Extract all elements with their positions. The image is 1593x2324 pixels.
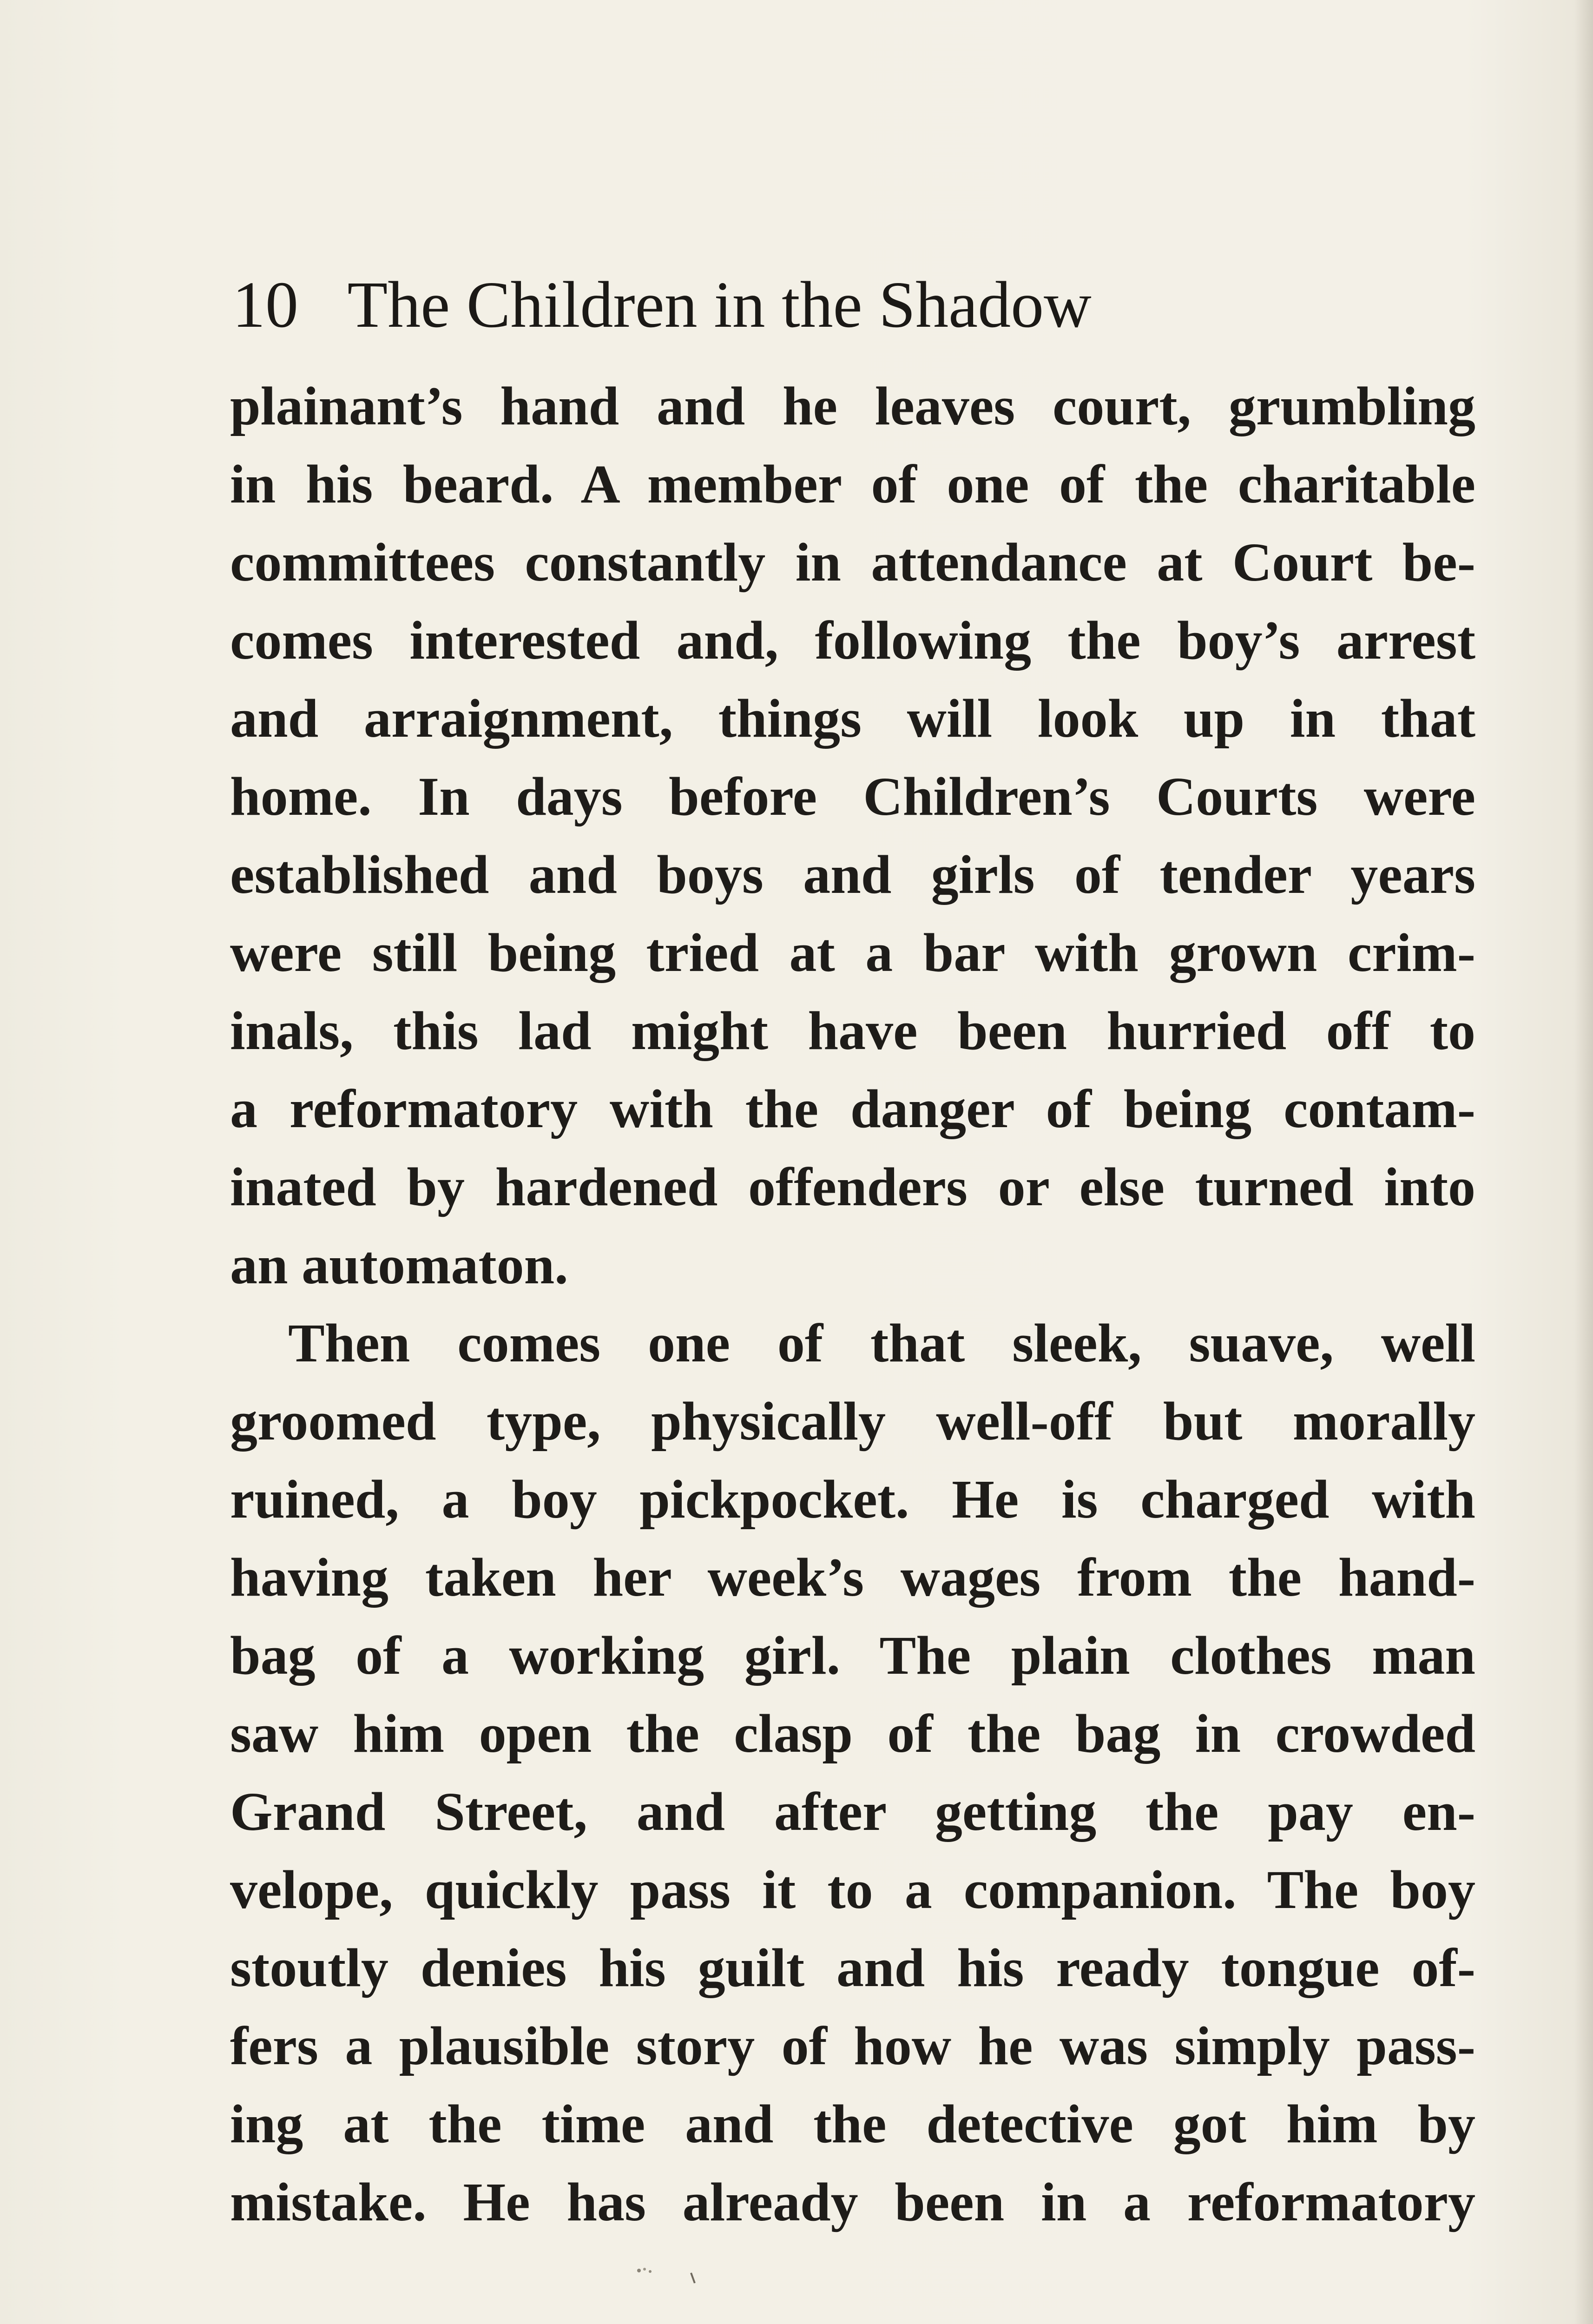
text-line: having taken her week’s wages from the hand- xyxy=(230,1547,1475,1608)
text-line: comes interested and, following the boy’s arrest xyxy=(230,610,1475,671)
text-line: plainant’s hand and he leaves court, grumbling xyxy=(230,376,1475,436)
text-line: velope, quickly pass it to a companion. The boy xyxy=(230,1859,1475,1920)
text-line: and arraignment, things will look up in that xyxy=(230,688,1475,749)
page-number: 10 xyxy=(232,268,298,341)
text-line: were still being tried at a bar with grown crim- xyxy=(230,922,1475,983)
paper-specks xyxy=(630,2259,699,2287)
paragraph-start-line: Then comes one of that sleek, suave, well xyxy=(288,1313,1475,1373)
text-line: bag of a working girl. The plain clothes man xyxy=(230,1625,1475,1686)
text-line: Grand Street, and after getting the pay en- xyxy=(230,1781,1475,1842)
body-text xyxy=(230,367,1475,2241)
running-header xyxy=(232,260,1348,349)
text-line: home. In days before Children’s Courts were xyxy=(230,766,1475,827)
text-line: mistake. He has already been in a reformatory xyxy=(230,2172,1475,2232)
text-line: stoutly denies his guilt and his ready tongue of- xyxy=(230,1937,1475,1998)
text-line: groomed type, physically well-off but morally xyxy=(230,1391,1475,1452)
running-title: The Children in the Shadow xyxy=(347,268,1092,341)
text-line: established and boys and girls of tender years xyxy=(230,844,1475,905)
text-line: a reformatory with the danger of being contam- xyxy=(230,1078,1475,1139)
page-edge-shadow xyxy=(1574,0,1593,2324)
text-line: ruined, a boy pickpocket. He is charged with xyxy=(230,1469,1475,1530)
paragraph-end-line: an automaton. xyxy=(230,1235,568,1295)
text-line: committees constantly in attendance at Court be- xyxy=(230,532,1475,593)
text-line: saw him open the clasp of the bag in crowded xyxy=(230,1703,1475,1764)
text-line: ing at the time and the detective got him by xyxy=(230,2093,1475,2154)
text-line: fers a plausible story of how he was simply pass- xyxy=(230,2015,1475,2076)
text-line: in his beard. A member of one of the charitable xyxy=(230,454,1475,515)
text-line: inals, this lad might have been hurried off to xyxy=(230,1000,1475,1061)
text-line: inated by hardened offenders or else turned into xyxy=(230,1156,1475,1217)
